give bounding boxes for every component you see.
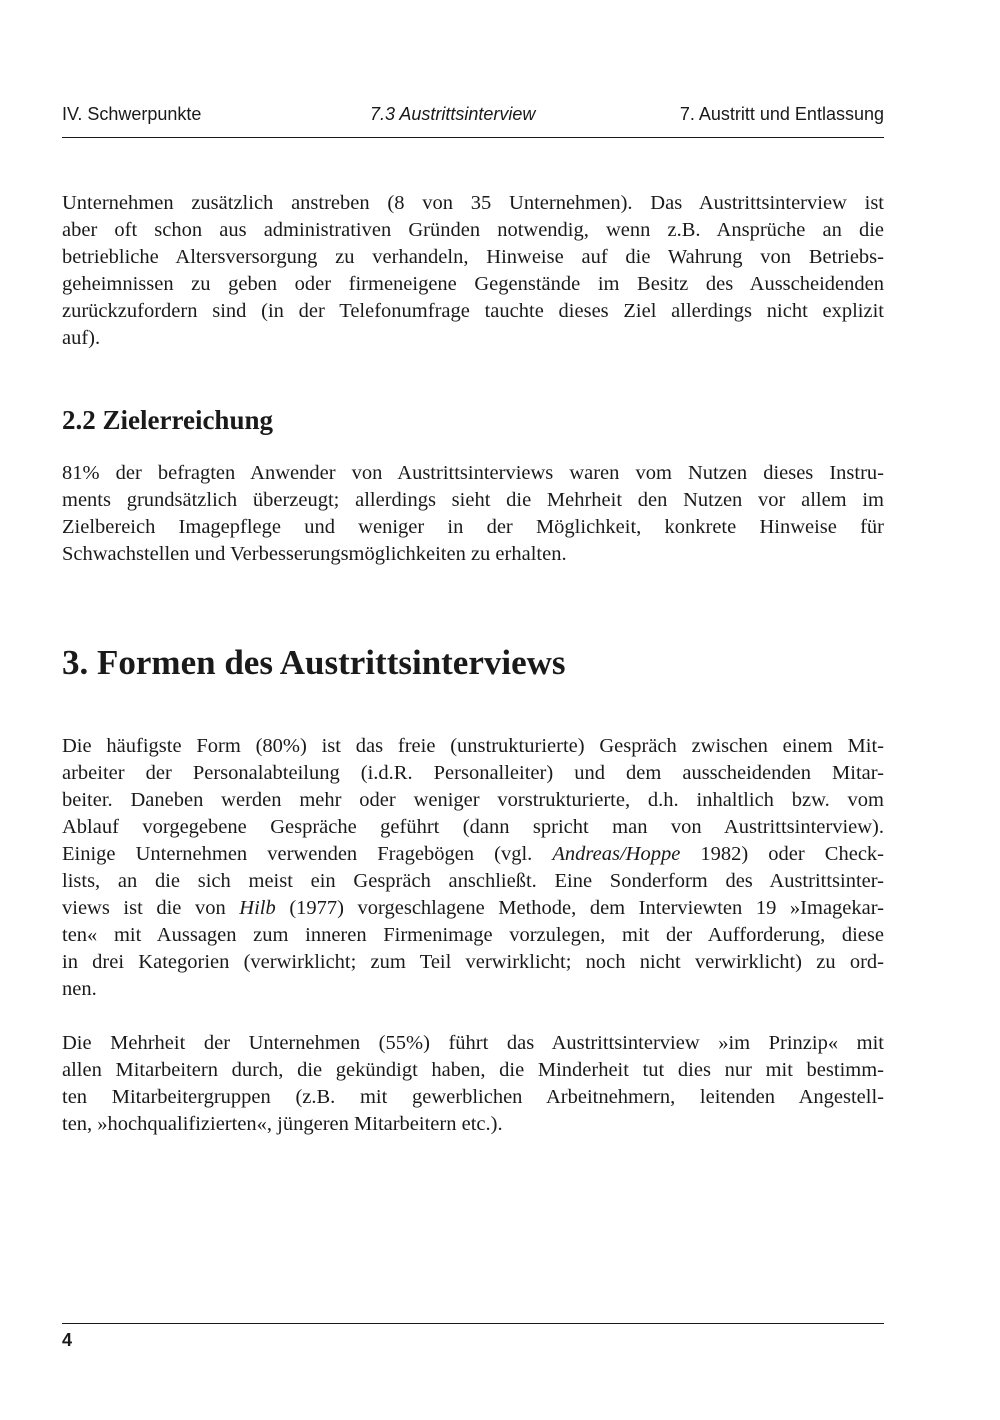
text-segment: 1982) oder Check- bbox=[680, 843, 885, 865]
text-line: betriebliche Altersversorgung zu verhandeln, Hinweise auf die Wahrung von Betriebs- bbox=[62, 246, 884, 268]
section-heading-2-2: 2.2 Zielerreichung bbox=[62, 405, 273, 435]
text-line: arbeiter der Personalabteilung (i.d.R. Personalleiter) und dem ausscheidenden Mitar- bbox=[62, 762, 884, 784]
text-line: auf). bbox=[62, 327, 101, 349]
citation-author: Andreas/Hoppe bbox=[552, 843, 681, 865]
text-line: 81% der befragten Anwender von Austrittsinterviews waren vom Nutzen dieses Instru- bbox=[62, 462, 884, 484]
paragraph-zielerreichung bbox=[62, 460, 884, 568]
text-line: Zielbereich Imagepflege und weniger in der Möglichkeit, konkrete Hinweise für bbox=[62, 516, 884, 538]
text-line: lists, an die sich meist ein Gespräch anschließt. Eine Sonderform des Austrittsinter- bbox=[62, 870, 884, 892]
text-line: Unternehmen zusätzlich anstreben (8 von 35 Unternehmen). Das Austrittsinterview ist bbox=[62, 192, 884, 214]
text-line: ments grundsätzlich überzeugt; allerdings sieht die Mehrheit den Nutzen vor allem im bbox=[62, 489, 884, 511]
text-line: beiter. Daneben werden mehr oder weniger vorstrukturierte, d.h. inhaltlich bzw. vom bbox=[62, 789, 884, 811]
text-line: nen. bbox=[62, 978, 97, 1000]
paragraph-continuation bbox=[62, 190, 884, 352]
text-line: Die Mehrheit der Unternehmen (55%) führt das Austrittsinterview »im Prinzip« mit bbox=[62, 1032, 884, 1054]
running-head-chapter: 7. Austritt und Entlassung bbox=[679, 104, 884, 124]
header-rule bbox=[62, 137, 884, 138]
text-line: Die häufigste Form (80%) ist das freie (unstrukturierte) Gespräch zwischen einem Mit- bbox=[62, 735, 884, 757]
running-head-section: 7.3 Austrittsinterview bbox=[370, 104, 536, 124]
paragraph-formen bbox=[62, 733, 884, 1003]
running-head bbox=[62, 100, 884, 128]
footer-rule bbox=[62, 1323, 884, 1324]
text-line: ten Mitarbeitergruppen (z.B. mit gewerblichen Arbeitnehmern, leitenden Angestell- bbox=[62, 1086, 884, 1108]
text-line bbox=[62, 841, 884, 868]
citation-author: Hilb bbox=[239, 897, 276, 919]
text-line: ten« mit Aussagen zum inneren Firmenimage vorzulegen, mit der Aufforderung, diese bbox=[62, 924, 884, 946]
text-segment: Einige Unternehmen verwenden Fragebögen (vgl. bbox=[62, 843, 553, 865]
page-number: 4 bbox=[62, 1330, 73, 1350]
text-line: geheimnissen zu geben oder firmeneigene Gegenstände im Besitz des Ausscheidenden bbox=[62, 273, 884, 295]
text-line: aber oft schon aus administrativen Gründen notwendig, wenn z.B. Ansprüche an die bbox=[62, 219, 884, 241]
text-line: allen Mitarbeitern durch, die gekündigt haben, die Minderheit tut dies nur mit bestimm- bbox=[62, 1059, 884, 1081]
chapter-heading-3: 3. Formen des Austrittsinterviews bbox=[62, 643, 566, 682]
text-line: zurückzufordern sind (in der Telefonumfrage tauchte dieses Ziel allerdings nicht explizit bbox=[62, 300, 884, 322]
text-line: in drei Kategorien (verwirklicht; zum Teil verwirklicht; noch nicht verwirklicht) zu ord- bbox=[62, 951, 884, 973]
text-segment: (1977) vorgeschlagene Methode, dem Interviewten 19 »Imagekar- bbox=[275, 897, 884, 919]
running-head-part: IV. Schwerpunkte bbox=[62, 104, 202, 124]
text-line bbox=[62, 895, 884, 922]
text-line: Ablauf vorgegebene Gespräche geführt (dann spricht man von Austrittsinterview). bbox=[62, 816, 884, 838]
text-line: ten, »hochqualifizierten«, jüngeren Mitarbeitern etc.). bbox=[62, 1113, 503, 1135]
text-line: Schwachstellen und Verbesserungsmöglichkeiten zu erhalten. bbox=[62, 543, 567, 565]
text-segment: views ist die von bbox=[62, 897, 240, 919]
paragraph-mehrheit bbox=[62, 1030, 884, 1138]
